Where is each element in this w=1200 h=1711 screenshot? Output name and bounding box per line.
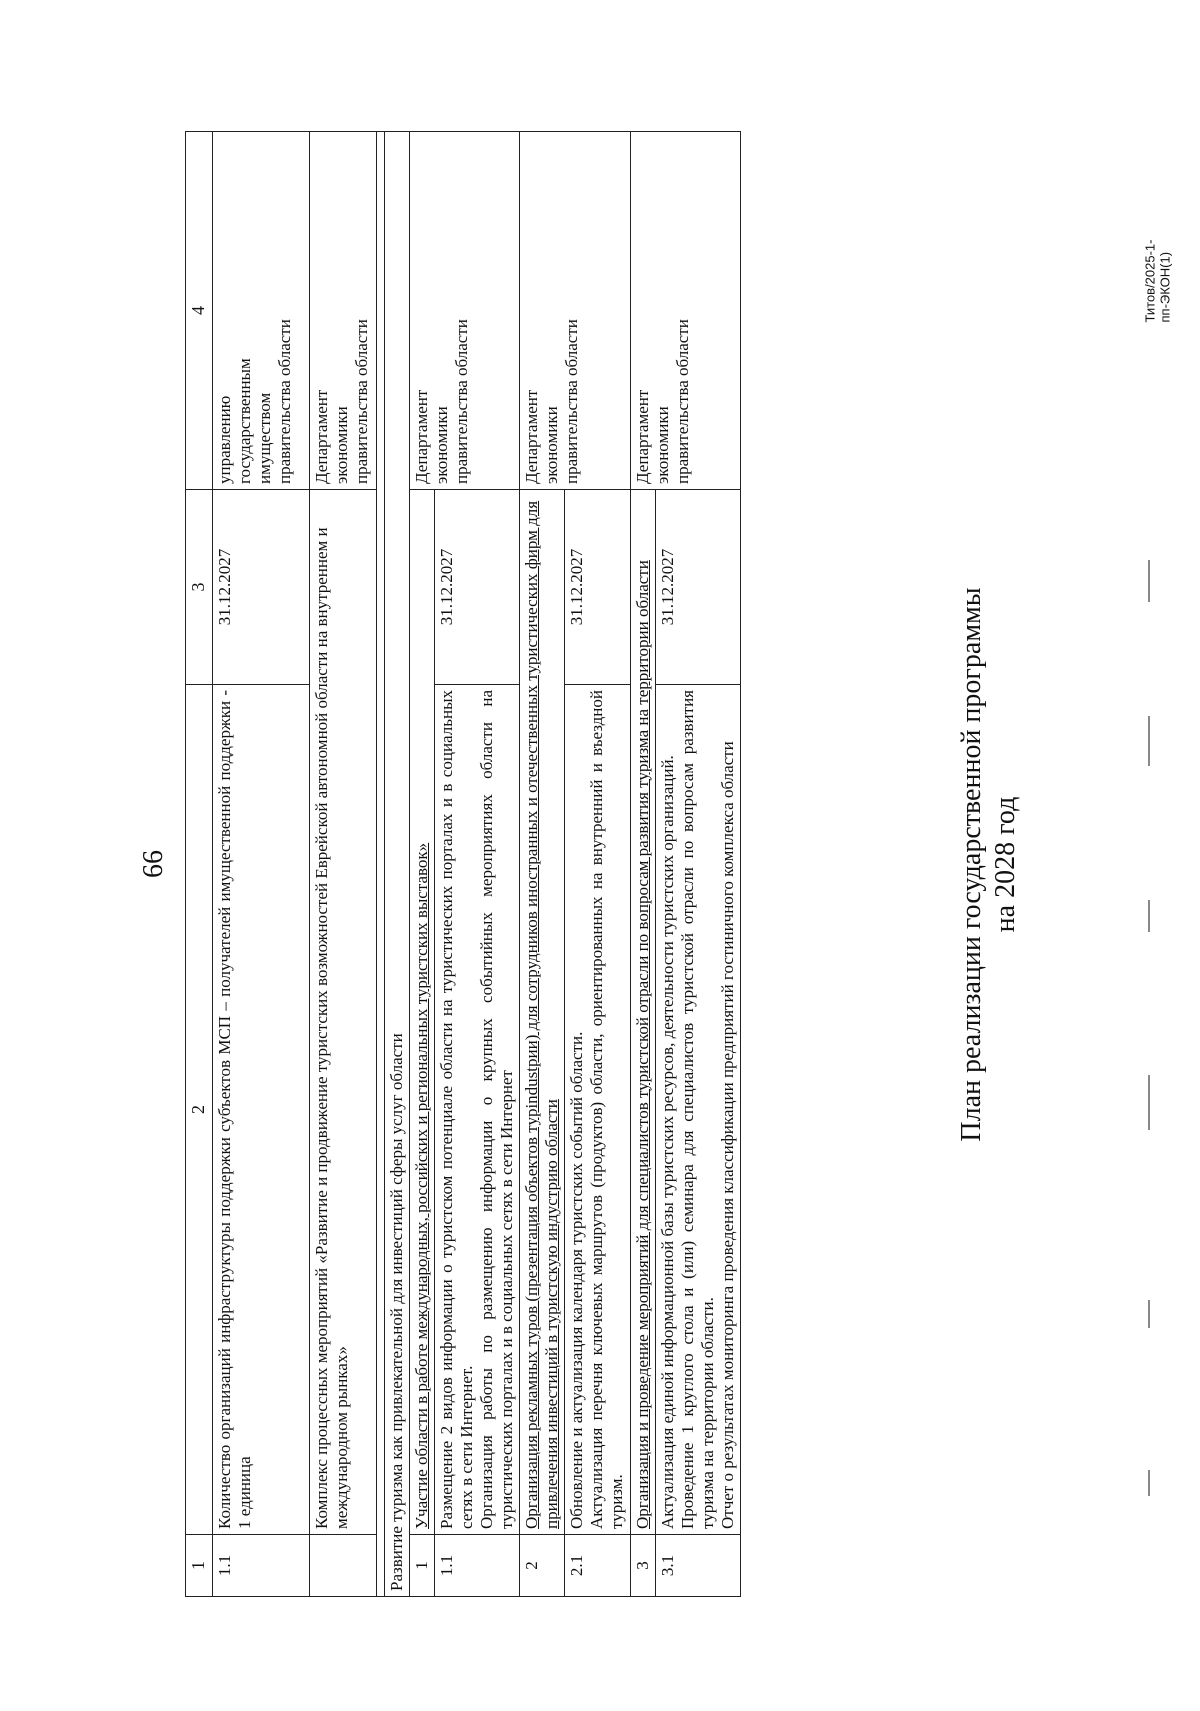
- row-date: 31.12.2027: [655, 490, 740, 685]
- complex-title: Комплекс процессных мероприятий «Развитие и продвижение туристских возможностей Еврейской автономной области на внутреннем и международном рынках»: [310, 490, 377, 1535]
- row-text: [655, 685, 740, 1535]
- responsible-line: правительства области: [275, 319, 295, 484]
- row-number: 1.1: [213, 1535, 310, 1597]
- row-number: 3.1: [655, 1535, 740, 1597]
- row-text-line: Организация работы по размещению информации о крупных событийных мероприятиях области на туристических порталах и в социальных сетях в сети Интернет: [477, 690, 517, 1529]
- responsible-line: экономики: [652, 406, 672, 484]
- header-col-4: 4: [186, 132, 213, 490]
- responsible-line: имуществом: [255, 392, 275, 484]
- table-row: [630, 132, 655, 1597]
- page-number: 66: [138, 850, 169, 878]
- implementation-plan-table: [185, 131, 741, 1597]
- row-responsible: [410, 132, 520, 490]
- row-text: Участие области в работе международных, российских и региональных туристских выставок»: [410, 490, 435, 1535]
- plan-title-line: План реализации государственной программы: [956, 587, 987, 1142]
- row-text-line: Размещение 2 видов информации о туристском потенциале области на туристических порталах и в социальных сетях в сети Интернет.: [437, 690, 477, 1529]
- responsible-line: управлению: [215, 395, 234, 484]
- header-col-3: 3: [186, 490, 213, 685]
- complex-responsible: [310, 132, 377, 490]
- responsible-line: правительства области: [352, 319, 372, 484]
- complex-number-cell: [310, 1535, 377, 1597]
- header-col-2: 2: [186, 685, 213, 1535]
- scan-mark: [1148, 1075, 1150, 1130]
- spacer-row: [377, 132, 385, 1597]
- row-text-line: Актуализация единой информационной базы туристских ресурсов, деятельности туристских организаций.: [657, 755, 677, 1529]
- plan-title-line: на 2028 год: [989, 796, 1021, 933]
- scan-mark: [1148, 716, 1150, 766]
- row-text-line: Обновление и актуализация календаря туристских событий области.: [567, 1031, 587, 1529]
- row-text: [565, 685, 630, 1535]
- table-row: [520, 132, 565, 1597]
- rotated-page-content: [185, 132, 1185, 1597]
- row-text: Организация рекламных туров (презентация объектов турindustрии) для сотрудников иностранных и отечественных туристических фирм для привлечения инвестиций в туристскую индустрию области: [520, 490, 565, 1535]
- row-text-line: Актуализация перечня ключевых маршрутов (продуктов) области, ориентированных на внутренний и въездной туризм.: [587, 690, 627, 1529]
- scan-mark: [1148, 1300, 1150, 1328]
- document-code: Титов/2025-1-пп-ЭКОН(1): [1142, 239, 1173, 323]
- complex-row: [310, 132, 377, 1597]
- responsible-line: Департамент: [412, 389, 432, 484]
- row-date: 31.12.2027: [213, 490, 310, 685]
- row-number: 3: [630, 1535, 655, 1597]
- task-title: Развитие туризма как привлекательной для инвестиций сферы услуг области: [385, 132, 410, 1597]
- row-number: 2.1: [565, 1535, 630, 1597]
- plan-title: [955, 132, 1022, 1597]
- responsible-line: правительства области: [672, 319, 692, 484]
- scan-mark: [1148, 560, 1150, 602]
- row-text: Организация и проведение мероприятий для специалистов туристской отрасли по вопросам развития туризма на территории области: [630, 490, 655, 1535]
- row-date: 31.12.2027: [565, 490, 630, 685]
- responsible-line: экономики: [332, 406, 352, 484]
- responsible-line: Департамент: [312, 389, 331, 484]
- row-number: 1: [410, 1535, 435, 1597]
- table-row: [213, 132, 310, 1597]
- scan-mark: [1148, 1470, 1150, 1496]
- task-row: [385, 132, 410, 1597]
- row-text: [435, 685, 520, 1535]
- responsible-line: правительства области: [452, 319, 472, 484]
- row-date: 31.12.2027: [435, 490, 520, 685]
- responsible-line: Департамент: [632, 389, 652, 484]
- table-row: [410, 132, 435, 1597]
- row-number: 1.1: [435, 1535, 520, 1597]
- row-responsible: [213, 132, 310, 490]
- row-text-line: Отчет о результатах мониторинга проведения классификации предприятий гостиничного комплекса области: [717, 741, 737, 1529]
- table-header-row: [186, 132, 213, 1597]
- responsible-line: экономики: [432, 406, 452, 484]
- row-responsible: [630, 132, 740, 490]
- responsible-line: экономики: [542, 406, 562, 484]
- responsible-line: государственным: [235, 358, 255, 484]
- row-number: 2: [520, 1535, 565, 1597]
- header-col-1: 1: [186, 1535, 213, 1597]
- responsible-line: правительства области: [562, 319, 582, 484]
- row-responsible: [520, 132, 630, 490]
- row-text: Количество организаций инфраструктуры поддержки субъектов МСП – получателей имущественной поддержки - 1 единица: [213, 685, 310, 1535]
- scan-mark: [1148, 900, 1150, 932]
- responsible-line: Департамент: [522, 389, 542, 484]
- row-text-line: Проведение 1 круглого стола и (или) семинара для специалистов туристской отрасли по вопросам развития туризма на территории области.: [677, 690, 717, 1529]
